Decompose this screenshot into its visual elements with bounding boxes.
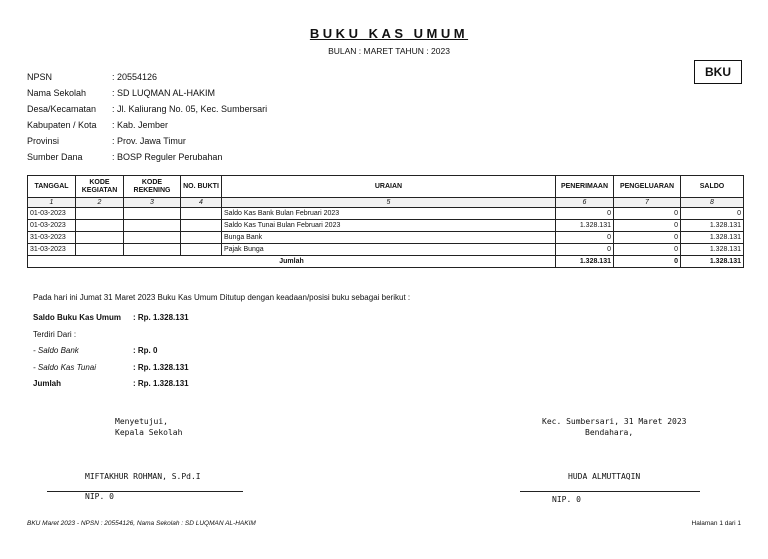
cell-uraian: Saldo Kas Bank Bulan Februari 2023 xyxy=(222,208,556,220)
cell-kode-rekening xyxy=(124,220,181,232)
cell-tanggal: 31-03-2023 xyxy=(28,244,76,256)
total-saldo: 1.328.131 xyxy=(681,256,744,268)
right-sign-nip: NIP. 0 xyxy=(552,495,581,504)
table-row xyxy=(28,244,744,256)
cell-saldo: 1.328.131 xyxy=(681,220,744,232)
info-label: Sumber Dana xyxy=(27,152,83,162)
index-cell: 8 xyxy=(681,198,744,208)
info-label: Provinsi xyxy=(27,136,60,146)
info-row xyxy=(27,149,267,165)
info-label: Nama Sekolah xyxy=(27,88,87,98)
school-info xyxy=(27,69,267,165)
cell-no-bukti xyxy=(181,244,222,256)
bank-label: - Saldo Bank xyxy=(33,346,79,355)
info-row xyxy=(27,133,267,149)
cell-saldo: 1.328.131 xyxy=(681,232,744,244)
cell-tanggal: 31-03-2023 xyxy=(28,232,76,244)
cell-pengeluaran: 0 xyxy=(614,232,681,244)
cell-no-bukti xyxy=(181,232,222,244)
cell-no-bukti xyxy=(181,220,222,232)
table-row xyxy=(28,208,744,220)
cell-pengeluaran: 0 xyxy=(614,220,681,232)
jumlah-label: Jumlah xyxy=(33,379,62,388)
column-index-row xyxy=(28,198,744,208)
cash-ledger-table xyxy=(27,175,744,268)
info-row xyxy=(27,101,267,117)
cell-kode-kegiatan xyxy=(76,220,124,232)
index-cell: 1 xyxy=(28,198,76,208)
cell-pengeluaran: 0 xyxy=(614,208,681,220)
cell-uraian: Pajak Bunga xyxy=(222,244,556,256)
total-penerimaan: 1.328.131 xyxy=(556,256,614,268)
info-value: : SD LUQMAN AL-HAKIM xyxy=(112,88,216,98)
left-sign-nip: NIP. 0 xyxy=(85,492,114,501)
total-label: Jumlah xyxy=(28,256,556,268)
info-label: NPSN xyxy=(27,72,53,82)
index-cell: 4 xyxy=(181,198,222,208)
right-sign-place-date: Kec. Sumbersari, 31 Maret 2023 xyxy=(542,417,687,426)
left-sign-role: Kepala Sekolah xyxy=(115,428,183,437)
table-header-row xyxy=(28,176,744,198)
info-label: Kabupaten / Kota xyxy=(27,120,97,130)
cell-kode-kegiatan xyxy=(76,208,124,220)
info-row xyxy=(27,85,267,101)
cell-tanggal: 01-03-2023 xyxy=(28,220,76,232)
col-header-no-bukti: NO. BUKTI xyxy=(181,176,222,198)
cell-saldo: 0 xyxy=(681,208,744,220)
left-sign-name: MIFTAKHUR ROHMAN, S.Pd.I xyxy=(85,472,201,481)
cell-uraian: Saldo Kas Tunai Bulan Februari 2023 xyxy=(222,220,556,232)
right-sign-name: HUDA ALMUTTAQIN xyxy=(568,472,641,481)
index-cell: 2 xyxy=(76,198,124,208)
document-subtitle: BULAN : MARET TAHUN : 2023 xyxy=(328,46,450,56)
col-header-tanggal: TANGGAL xyxy=(28,176,76,198)
col-header-uraian: URAIAN xyxy=(222,176,556,198)
footer-page-number: Halaman 1 dari 1 xyxy=(691,520,741,527)
cell-penerimaan: 0 xyxy=(556,208,614,220)
total-row xyxy=(28,256,744,268)
col-header-pengeluaran: PENGELUARAN xyxy=(614,176,681,198)
col-header-kode-rekening: KODE REKENING xyxy=(124,176,181,198)
document-title: BUKU KAS UMUM xyxy=(309,26,469,41)
right-signature-line xyxy=(520,491,700,492)
cell-tanggal: 01-03-2023 xyxy=(28,208,76,220)
cell-kode-kegiatan xyxy=(76,232,124,244)
info-row xyxy=(27,117,267,133)
index-cell: 5 xyxy=(222,198,556,208)
cell-penerimaan: 0 xyxy=(556,232,614,244)
info-row xyxy=(27,69,267,85)
index-cell: 6 xyxy=(556,198,614,208)
saldo-label: Saldo Buku Kas Umum xyxy=(33,313,122,322)
info-value: : 20554126 xyxy=(112,72,158,82)
cell-penerimaan: 1.328.131 xyxy=(556,220,614,232)
table-row xyxy=(28,220,744,232)
right-sign-role: Bendahara, xyxy=(585,428,634,437)
col-header-saldo: SALDO xyxy=(681,176,744,198)
info-value: : Prov. Jawa Timur xyxy=(112,136,186,146)
info-label: Desa/Kecamatan xyxy=(27,104,97,114)
left-signature-line xyxy=(47,491,243,492)
cell-kode-rekening xyxy=(124,244,181,256)
cell-penerimaan: 0 xyxy=(556,244,614,256)
terdiri-label: Terdiri Dari : xyxy=(33,330,77,339)
cell-no-bukti xyxy=(181,208,222,220)
index-cell: 7 xyxy=(614,198,681,208)
cell-saldo: 1.328.131 xyxy=(681,244,744,256)
cell-kode-rekening xyxy=(124,232,181,244)
left-sign-approval: Menyetujui, xyxy=(115,417,168,426)
bku-badge: BKU xyxy=(694,60,742,84)
info-value: : Kab. Jember xyxy=(112,120,169,130)
info-value: : BOSP Reguler Perubahan xyxy=(112,152,223,162)
bank-value: : Rp. 0 xyxy=(133,346,158,355)
col-header-penerimaan: PENERIMAAN xyxy=(556,176,614,198)
closing-intro: Pada hari ini Jumat 31 Maret 2023 Buku Kas Umum Ditutup dengan keadaan/posisi buku sebagai berikut : xyxy=(33,293,411,302)
tunai-label: - Saldo Kas Tunai xyxy=(33,363,96,372)
table-row xyxy=(28,232,744,244)
cell-uraian: Bunga Bank xyxy=(222,232,556,244)
total-pengeluaran: 0 xyxy=(614,256,681,268)
cell-pengeluaran: 0 xyxy=(614,244,681,256)
footer-document-info: BKU Maret 2023 - NPSN : 20554126, Nama Sekolah : SD LUQMAN AL-HAKIM xyxy=(27,520,256,527)
cell-kode-rekening xyxy=(124,208,181,220)
col-header-kode-kegiatan: KODE KEGIATAN xyxy=(76,176,124,198)
jumlah-value: : Rp. 1.328.131 xyxy=(133,379,189,388)
saldo-value: : Rp. 1.328.131 xyxy=(133,313,189,322)
info-value: : Jl. Kaliurang No. 05, Kec. Sumbersari xyxy=(112,104,268,114)
index-cell: 3 xyxy=(124,198,181,208)
tunai-value: : Rp. 1.328.131 xyxy=(133,363,189,372)
cell-kode-kegiatan xyxy=(76,244,124,256)
